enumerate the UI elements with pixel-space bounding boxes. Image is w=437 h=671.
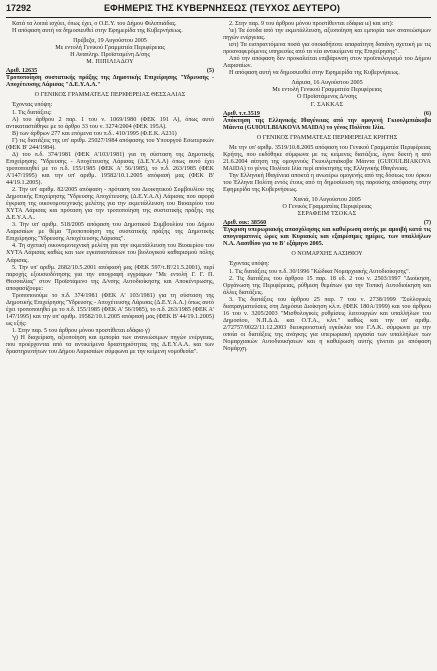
paragraph: 1. Τις διατάξεις: — [12, 109, 52, 116]
signature-line: Ο Γενικός Γραμματέας Περιφέρειας — [282, 204, 372, 211]
decision-number: Αριθ. τ.τ.3519 — [223, 110, 260, 117]
paragraph: 2. Τις διατάξεις του άρθρου 15 παρ. 18 εδ. 2 του ν. 2503/1997 "Διοίκηση, Οργάνωση της Περιφέρειας, ρύθμιση θεμάτων για την Τοπική Αυτοδιοίκηση και άλλες διατάξεις. — [223, 275, 431, 296]
signature-line: Με εντολή Γενικού Γραμματέα Περιφέρειας — [272, 87, 382, 94]
paragraph: ιστ) Τα εισπραττόμενα ποσά για οποιαδήποτε απαραίτητη δαπάνη σχετική με τις προαναφερόμενες υπηρεσίες από τα νέα αντικείμενα της Επιχείρησης". — [223, 42, 431, 56]
left-column — [6, 21, 214, 356]
paragraph: 1. Τις διατάξεις του π.δ. 30/1996 "Κώδικα Νομαρχιακής Αυτοδιοίκησης". — [229, 268, 411, 275]
paragraph: Β) των άρθρων 277 και επόμενα του π.δ.. 410/1995 (Φ.Ε.Κ. Α231) — [12, 130, 177, 137]
paragraph: 2. Στην παρ. 9 του άρθρου μόνου προστίθενται εδάφια ιε) και ιστ): — [229, 21, 394, 27]
decision-index: (6) — [423, 110, 431, 117]
paragraph: Τροποποιούμε το π.δ. 374/1981 (ΦΕΚ Α' 103/1981) για τη σύσταση της Δημοτικής Επιχείρησης 'Ύδρευσης - Αποχέτευσης Λάρισας (Δ.Ε.Υ.Α.Λ.) όπως αυτό έχει τροποποιηθεί με το π.δ. 155/1985 (ΦΕΚ Α' 56/1985), το π.δ. 263/1985 (ΦΕΚ Α' 147/1995) και την υπ' αριθμ. 19582/10.1.2005 απόφασή μας (ΦΕΚ Β' 44/19.1.2005) ως εξής: — [6, 292, 214, 327]
authority-heading: Ο ΓΕΝΙΚΟΣ ΓΡΑΜΜΑΤΕΑΣ ΠΕΡΙΦΕΡΕΙΑΣ ΘΕΣΣΑΛΙΑΣ — [34, 92, 186, 99]
authority-heading: Ο ΝΟΜΑΡΧΗΣ ΛΑΣΙΘΙΟΥ — [291, 251, 363, 258]
paragraph: Με την υπ' αριθμ. 3519/10.8.2005 απόφαση του Γενικού Γραμματέα Περιφέρειας Κρήτης, που εκδόθηκε σύμφωνα με τις κείμενες διατάξεις, έγινε δεκτή η από 21.6.2004 αίτηση της ομογενούς Γκιουλμπιάκοβα Μάιντα (GUIOULBIAKOVA MAIDA) το γένος Πολίτσε Ιλία περί απόκτησης της Ελληνικής Ιθαγένειας. — [223, 144, 431, 172]
signature-name: Γ. ΣΑΚΚΑΣ — [310, 101, 344, 108]
decision-index: (7) — [423, 220, 431, 227]
signature-line: Η Αναπληρ. Προϊσταμένη Δ/σης — [70, 52, 150, 59]
paragraph: Κατά τα λοιπά ισχύει, όπως έχει, ο Ο.Ε.Υ. του Δήμου Φιλιππιάδας. — [12, 21, 177, 27]
paragraph: Την Ελληνική Ιθαγένεια αποκτά η ανωτέρω ομογενής από της δόσεως του όρκου του Έλληνα Πολίτη εντός έτους από τη δημοσίευση της παρούσης απόφασης στην Εφημερίδα της Κυβερνήσεως. — [223, 172, 431, 194]
paragraph: Δ) του π.δ. 374/1981 (ΦΕΚ Α'103/1981) για τη σύσταση της Δημοτικής Επιχείρησης 'Ύδρευσης - Αποχέτευσης Λάρισας (Δ.Ε.Υ.Α.Λ) όπως αυτό έχει τροποποιηθεί με το π.δ. 155/1985 (ΦΕΚ Α' 56/1985), το π.δ. 263/1985 (ΦΕΚ Α'147/1995) και την υπ' αριθμ. 19582/10.1.2005 απόφασή μας (ΦΕΚ Β' 44/19.1.2005). — [6, 151, 214, 186]
decision-heading — [223, 111, 431, 118]
gazette-title: ΕΦΗΜΕΡΙΣ ΤΗΣ ΚΥΒΕΡΝΗΣΕΩΣ (ΤΕΥΧΟΣ ΔΕΥΤΕΡΟ) — [103, 3, 341, 13]
signature-line: Με εντολή Γενικού Γραμματέα Περιφέρειας — [55, 45, 165, 52]
right-column — [223, 21, 431, 356]
paragraph: 1. Στην παρ. 5 του άρθρου μόνου προστίθεται εδάφιο γ) — [12, 327, 150, 334]
paragraph: Η απόφαση αυτή να δημοσιευθεί στην Εφημερίδα της Κυβερνήσεως. — [12, 28, 183, 35]
paragraph: 3. Την υπ' αριθμ. 518/2005 απόφαση του Δημοτικού Συμβουλίου του Δήμου Λαρισαίων με θέμα 'Τροποποίηση της συστατικής πράξης της Δημοτικής Επιχείρησης 'Ύδρευσης Αποχέτευσης Λάρισας". — [6, 222, 214, 243]
decision-number: Αριθ. οικ: 38560 — [223, 220, 267, 227]
columns — [6, 21, 431, 356]
paragraph: Έχοντας υπόψη: — [229, 261, 270, 268]
decision-number: Αριθ. 12635 — [6, 68, 38, 75]
paragraph: Γ) τις διατάξεις της υπ' αριθμ. 25027/1984 απόφασης του Υπουργού Εσωτερικών (ΦΕΚ Β' 244/1984). — [6, 137, 214, 151]
signature-place-date: Λάρισα, 16 Αυγούστου 2005 — [291, 80, 363, 87]
decision-title: Έγκριση υπερωριακής απασχόλησης και καθιέρωση αυτής με αμοιβή κατά τις απογευματινές ώρες και Κυριακές και εξαιρέσιμες ημέρες, των υπαλλήλων Ν.Α. Λασιθίου για το Β' εξάμηνο 2005. — [223, 227, 431, 248]
decision-title: Απόκτηση της Ελληνικής Ιθαγένειας από την ομογενή Γκιουλμπιάκοβα Μάιντα (GUIOULBIAKOVA MAIDA) το γένος Πολίτσε Ιλία. — [223, 117, 431, 131]
signature-name: Μ. ΠΙΠΙΛΙΑΔΟΥ — [86, 59, 134, 66]
paragraph: 'γ) Η διαχείριση, αξιοποίηση και εμπορία των ανανεώσιμων πηγών ενέργειας, που προέρχονται από τα αντικείμενα δραστηριότητας της Δ.Ε.Υ.Α.Λ. και των δραστηριοτήτων του Δήμου Λαρισαίων σύμφωνα με την κείμενη νομοθεσία". — [6, 335, 214, 356]
paragraph: 3. Τις διατάξεις του άρθρου 25 παρ. 7 του ν. 2738/1999 "Συλλογικές διαπραγματεύσεις στη Δημόσια Διοίκηση κλ.π. (ΦΕΚ 180Α/1999) και του άρθρου 16 του ν. 3205/2003 "Μισθολογικές ρυθμίσεις λειτουργών και υπαλλήλων του Δημοσίου, Ν.Π.Δ.Δ. και Ο.Τ.Α., κλπ." καθώς και την υπ' αριθμ. 2/72757/0022/11.12.2003 διευκρινιστική εγκύκλιο του Γ.Λ.Κ. σύμφωνα με την οποία οι διατάξεις της ανάγκης για υπερωριακή εργασία των υπαλλήλων των Νομαρχιακών Αυτοδιοικήσεων και η καθιέρωση αυτής γίνεται με απόφαση Νομάρχη. — [223, 296, 431, 353]
page-number: 17292 — [6, 3, 32, 13]
decision-index: (5) — [206, 68, 214, 75]
header-rule — [6, 17, 431, 18]
paragraph: Από την απόφαση δεν προκαλείται επιβάρυνση στον προϋπολογισμό του Δήμου Λαρισαίων. — [223, 56, 431, 70]
signature-place-date: Χανιά, 10 Αυγούστου 2005 — [293, 197, 361, 204]
decision-title: Τροποποίηση συστατικής πράξης της Δημοτικής Επιχείρησης 'Ύδρευσης - Αποχέτευσης Λάρισας "Δ.Ε.Υ.Α.Λ." — [6, 75, 214, 89]
page-header — [6, 3, 431, 16]
signature-name: ΣΕΡΑΦΕΙΜ ΤΣΟΚΑΣ — [297, 211, 357, 218]
paragraph: 5. Την υπ' αριθμ. 2682/10.5.2001 απόφασή μας (ΦΕΚ 597/τ.Β'/21.5.2001), περί παροχής εξουσιοδότησης για την υπογραφή εγγράφων "Με εντολή Γ. Γ. Π. Θεσσαλίας" στον Προϊστάμενο της Δ/νσης Αυτοδιοίκησης και Αποκέντρωσης, αποφασίζουμε: — [6, 264, 214, 292]
signature-place-date: Πρέβεζα, 19 Αυγούστου 2005 — [73, 38, 147, 45]
paragraph: 2. Την υπ' αριθμ. 82/2005 απόφαση - πρόταση του Διοικητικού Συμβουλίου της Δημοτικής Επιχείρησης 'Ύδρευσης Αποχέτευσης (Δ.Ε.Υ.Α.Λ) Λάρισας που αφορά έγκριση της οικονομοτεχνικής μελέτης για την εκμετάλλευση του Βιοαερίου του ΧΥΤΑ Λάρισας και πρόταση για την τροποποίηση της συστατικής πράξης της Δ.Ε.Υ.Α.Λ.. — [6, 187, 214, 222]
paragraph: Α) του άρθρου 2 παρ. 1 του ν. 1069/1980 (ΦΕΚ 191 Α), όπως αυτό αντικαταστάθηκε με το άρθρο 33 του ν. 3274/2004 (ΦΕΚ 195Α). — [6, 116, 214, 130]
paragraph: 4. Τη σχετική οικονομοτεχνική μελέτη για την εκμετάλλευση του Βιοαερίου του ΧΥΤΑ Λάρισας καθώς και των εγκαταστάσεων του βιολογικού καθαρισμού πόλης Λάρισας. — [6, 243, 214, 264]
authority-heading: Ο ΓΕΝΙΚΟΣ ΓΡΑΜΜΑΤΕΑΣ ΠΕΡΙΦΕΡΕΙΑΣ ΚΡΗΤΗΣ — [256, 134, 398, 141]
paragraph: Η απόφαση αυτή να δημοσιευθεί στην Εφημερίδα της Κυβερνήσεως. — [229, 70, 400, 77]
paragraph: Έχοντας υπόψη: — [12, 102, 53, 109]
paragraph: 'ιε) Τα έσοδα από την εκμετάλλευση, αξιοποίηση και εμπορία των ανανεώσιμων πηγών ενέργειας. — [223, 28, 431, 42]
signature-line: Ο Προϊστάμενος Δ/νσης — [297, 94, 357, 101]
